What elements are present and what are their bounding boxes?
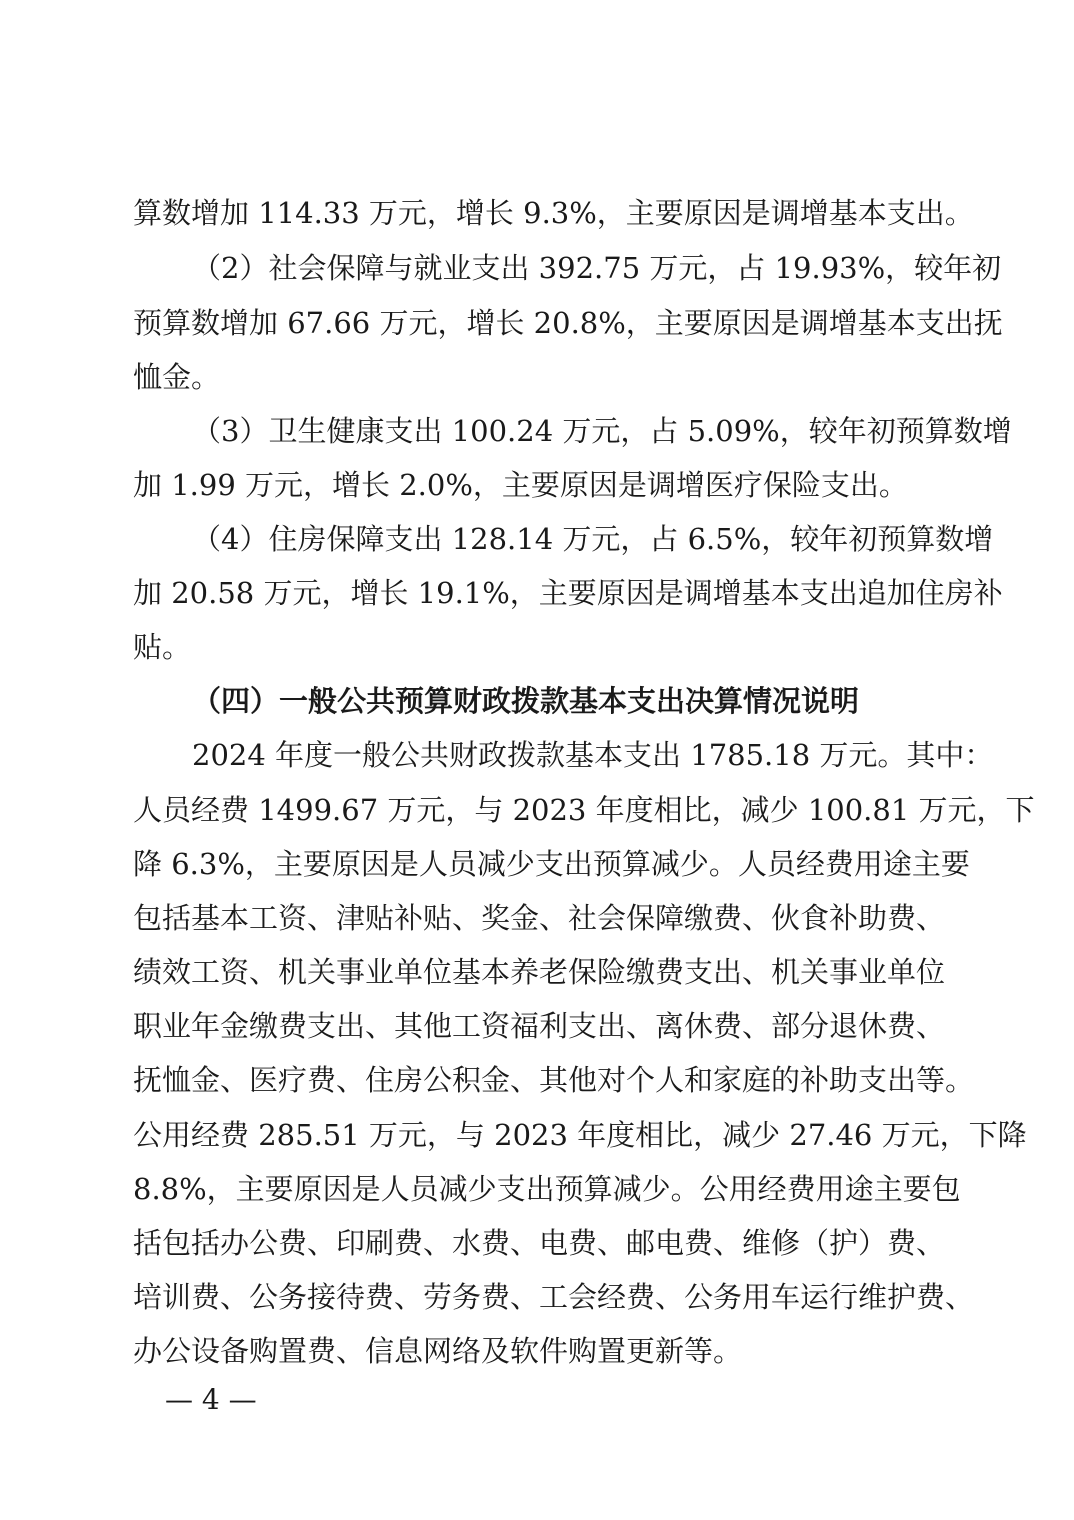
text-line: （4）住房保障支出 128.14 万元，占 6.5%，较年初预算数增	[192, 522, 994, 556]
text-line: 抚恤金、医疗费、住房公积金、其他对个人和家庭的补助支出等。	[133, 1063, 975, 1097]
text-line: 加 20.58 万元，增长 19.1%，主要原因是调增基本支出追加住房补	[133, 576, 1003, 610]
text-line: 8.8%，主要原因是人员减少支出预算减少。公用经费用途主要包	[133, 1172, 961, 1206]
page-number: — 4 —	[165, 1383, 257, 1416]
text-line: 职业年金缴费支出、其他工资福利支出、离休费、部分退休费、	[133, 1009, 946, 1043]
text-line: 人员经费 1499.67 万元，与 2023 年度相比，减少 100.81 万元，下	[133, 793, 1035, 827]
text-line: 2024 年度一般公共财政拨款基本支出 1785.18 万元。其中：	[192, 738, 994, 772]
text-line: 绩效工资、机关事业单位基本养老保险缴费支出、机关事业单位	[133, 955, 946, 989]
section-heading: （四）一般公共预算财政拨款基本支出决算情况说明	[192, 684, 860, 718]
text-line: 培训费、公务接待费、劳务费、工会经费、公务用车运行维护费、	[133, 1280, 975, 1314]
text-line: 包括基本工资、津贴补贴、奖金、社会保障缴费、伙食补助费、	[133, 901, 946, 935]
text-line: 办公设备购置费、信息网络及软件购置更新等。	[133, 1334, 743, 1368]
text-line: （3）卫生健康支出 100.24 万元，占 5.09%，较年初预算数增	[192, 414, 1012, 448]
text-line: 公用经费 285.51 万元，与 2023 年度相比，减少 27.46 万元，下降	[133, 1118, 1027, 1152]
text-line: 恤金。	[133, 360, 221, 394]
text-line: 括包括办公费、印刷费、水费、电费、邮电费、维修（护）费、	[133, 1226, 946, 1260]
text-line: 贴。	[133, 630, 192, 664]
text-line: 加 1.99 万元，增长 2.0%，主要原因是调增医疗保险支出。	[133, 468, 908, 502]
text-line: （2）社会保障与就业支出 392.75 万元，占 19.93%，较年初	[192, 251, 1002, 285]
text-line: 降 6.3%，主要原因是人员减少支出预算减少。人员经费用途主要	[133, 847, 970, 881]
text-line: 算数增加 114.33 万元，增长 9.3%，主要原因是调增基本支出。	[133, 196, 974, 230]
text-line: 预算数增加 67.66 万元，增长 20.8%，主要原因是调增基本支出抚	[133, 306, 1003, 340]
